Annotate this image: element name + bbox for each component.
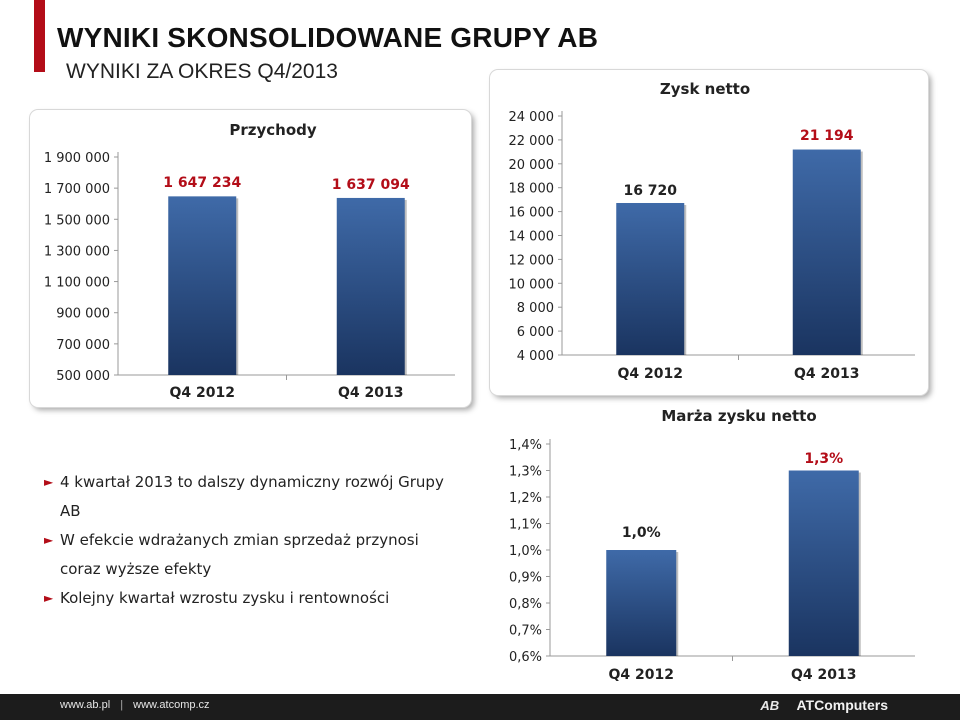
footer-links xyxy=(60,699,210,711)
data-label: 1,3% xyxy=(804,451,844,467)
chart-title: Marża zysku netto xyxy=(661,407,817,425)
data-label: 1,0% xyxy=(621,525,661,541)
bullet-list xyxy=(44,468,464,613)
y-tick-label: 0,7% xyxy=(508,623,542,639)
bar xyxy=(337,198,405,375)
x-tick-label: Q4 2012 xyxy=(608,667,674,683)
bar xyxy=(606,550,676,656)
y-tick-label: 1 100 000 xyxy=(43,275,110,291)
revenue-chart xyxy=(0,100,480,420)
data-label: 1 647 234 xyxy=(163,175,242,191)
net-margin-chart xyxy=(480,400,950,690)
y-tick-label: 8 000 xyxy=(516,301,554,317)
bullet-text: Kolejny kwartał wzrostu zysku i rentowności xyxy=(60,589,390,607)
y-tick-label: 0,9% xyxy=(508,570,542,586)
bullet-text: W efekcie wdrażanych zmian sprzedaż przynosi coraz wyższe efekty xyxy=(60,531,419,578)
y-tick-label: 1,0% xyxy=(508,544,542,559)
x-tick-label: Q4 2012 xyxy=(617,366,683,382)
footer-link-ab[interactable]: www.ab.pl xyxy=(60,699,111,711)
net-profit-chart xyxy=(480,70,950,400)
y-tick-label: 4 000 xyxy=(516,349,554,364)
y-tick-label: 0,8% xyxy=(508,597,542,612)
y-tick-label: 1 500 000 xyxy=(43,213,110,229)
y-tick-label: 1,1% xyxy=(508,517,542,533)
y-tick-label: 1 900 000 xyxy=(43,151,110,166)
bullet-arrow-icon: ► xyxy=(44,591,54,605)
y-tick-label: 10 000 xyxy=(508,277,554,293)
footer-bar xyxy=(0,694,960,720)
x-tick-label: Q4 2012 xyxy=(169,385,235,401)
x-tick-label: Q4 2013 xyxy=(791,667,857,683)
data-label: 21 194 xyxy=(799,128,854,144)
y-tick-label: 12 000 xyxy=(508,253,554,269)
page-subtitle: WYNIKI ZA OKRES Q4/2013 xyxy=(66,60,338,83)
footer-brand xyxy=(760,697,888,713)
y-tick-label: 1 300 000 xyxy=(43,244,110,260)
bar xyxy=(789,471,859,657)
bullet-item xyxy=(44,584,464,613)
y-tick-label: 20 000 xyxy=(508,157,554,173)
y-tick-label: 0,6% xyxy=(508,650,542,665)
ab-logo: AB xyxy=(760,698,780,713)
bullet-arrow-icon: ► xyxy=(44,533,54,547)
y-tick-label: 500 000 xyxy=(56,369,110,384)
accent-bar xyxy=(34,0,45,72)
bullet-arrow-icon: ► xyxy=(44,475,54,489)
bullet-text: 4 kwartał 2013 to dalszy dynamiczny rozwój Grupy AB xyxy=(60,473,444,520)
x-tick-label: Q4 2013 xyxy=(338,385,404,401)
y-tick-label: 1,4% xyxy=(508,438,542,453)
y-tick-label: 22 000 xyxy=(508,133,554,149)
bullet-item xyxy=(44,468,464,526)
y-tick-label: 700 000 xyxy=(56,337,110,353)
y-tick-label: 24 000 xyxy=(508,110,554,125)
bar xyxy=(616,203,684,355)
x-tick-label: Q4 2013 xyxy=(794,366,860,382)
y-tick-label: 1,3% xyxy=(508,464,542,480)
data-label: 16 720 xyxy=(623,183,678,199)
y-tick-label: 18 000 xyxy=(508,181,554,197)
y-tick-label: 14 000 xyxy=(508,229,554,245)
data-label: 1 637 094 xyxy=(331,177,410,193)
bullet-item xyxy=(44,526,464,584)
bar xyxy=(793,150,861,355)
y-tick-label: 1,2% xyxy=(508,491,542,506)
chart-title: Zysk netto xyxy=(659,80,751,98)
footer-separator: | xyxy=(120,699,124,711)
y-tick-label: 6 000 xyxy=(516,325,554,341)
chart-title: Przychody xyxy=(229,121,317,139)
footer-link-atcomp[interactable]: www.atcomp.cz xyxy=(133,699,210,711)
y-tick-label: 16 000 xyxy=(508,205,554,221)
y-tick-label: 1 700 000 xyxy=(43,182,110,198)
atcomputers-logo: ATComputers xyxy=(796,697,888,713)
bar xyxy=(168,196,236,375)
y-tick-label: 900 000 xyxy=(56,306,110,322)
page-title: WYNIKI SKONSOLIDOWANE GRUPY AB xyxy=(57,22,599,53)
